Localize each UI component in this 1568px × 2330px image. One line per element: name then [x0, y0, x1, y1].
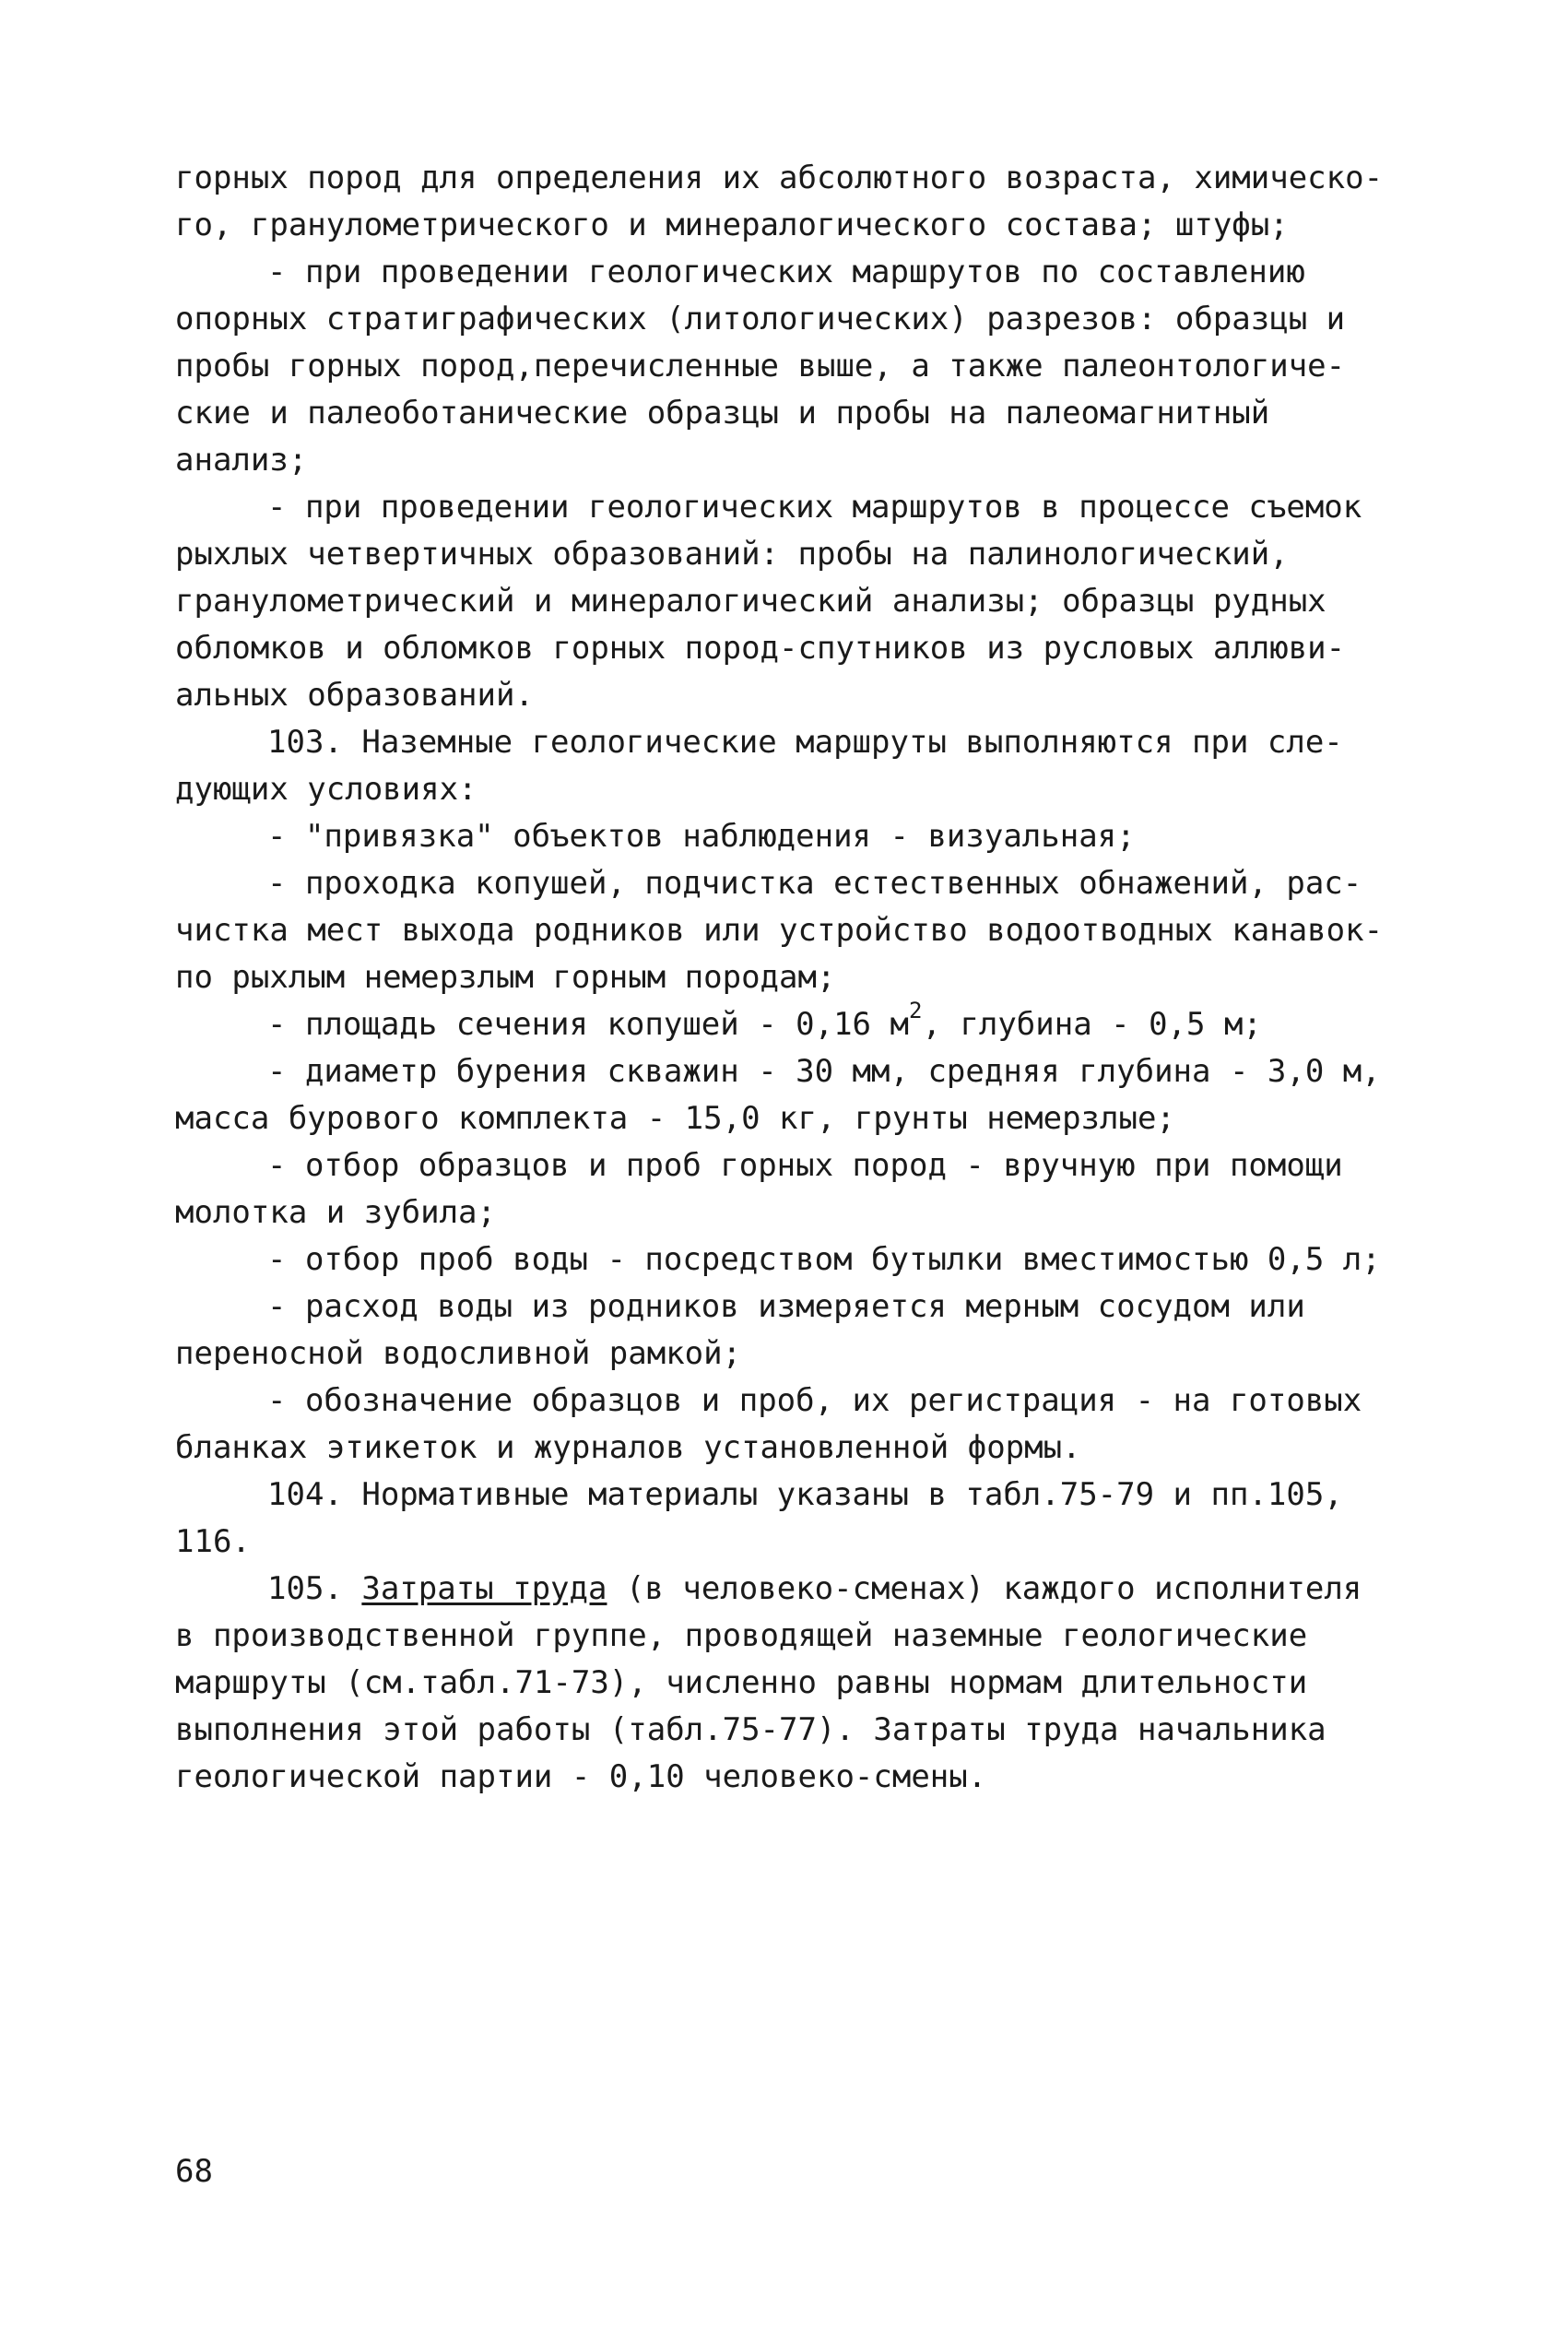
text-line: маршруты (см.табл.71-73), численно равны нормам длительности — [175, 1664, 1308, 1701]
text-line-with-superscript — [175, 998, 1429, 1048]
text-line: го, гранулометрического и минералогического состава; штуфы; — [175, 207, 1289, 243]
text-line: масса бурового комплекта - 15,0 кг, грунты немерзлые; — [175, 1100, 1175, 1137]
text-line: в производственной группе, проводящей наземные геологические — [175, 1617, 1308, 1654]
text-line: геологической партии - 0,10 человеко-смены. — [175, 1758, 987, 1795]
text-line: гранулометрический и минералогический анализы; образцы рудных — [175, 583, 1326, 620]
text-line: горных пород для определения их абсолютного возраста, химическо- — [175, 160, 1384, 196]
text-line: пробы горных пород,перечисленные выше, а также палеонтологиче- — [175, 348, 1346, 384]
text-segment: , глубина - 0,5 м; — [922, 1006, 1262, 1043]
text-line: опорных стратиграфических (литологических) разрезов: образцы и — [175, 301, 1346, 337]
text-line: - отбор образцов и проб горных пород - вручную при помощи — [267, 1147, 1343, 1184]
text-line: - диаметр бурения скважин - 30 мм, средняя глубина - 3,0 м, — [267, 1053, 1381, 1090]
text-line: - обозначение образцов и проб, их регистрация - на готовых — [267, 1382, 1362, 1419]
text-line: бланках этикеток и журналов установленной формы. — [175, 1429, 1081, 1466]
text-segment: 105. — [267, 1570, 362, 1607]
text-line: ские и палеоботанические образцы и пробы на палеомагнитный — [175, 395, 1270, 432]
paragraph-105-start — [175, 1566, 1429, 1613]
text-line: - отбор проб воды - посредством бутылки вместимостью 0,5 л; — [267, 1241, 1381, 1278]
text-line: альных образований. — [175, 677, 534, 714]
text-segment: (в человеко-сменах) каждого исполнителя — [607, 1570, 1362, 1607]
paragraph-104-start: 104. Нормативные материалы указаны в табл.75-79 и пп.105, — [267, 1476, 1343, 1513]
text-line: - проходка копушей, подчистка естественных обнажений, рас- — [267, 865, 1362, 902]
text-line: - "привязка" объектов наблюдения - визуальная; — [267, 818, 1136, 855]
text-line: переносной водосливной рамкой; — [175, 1335, 742, 1372]
text-line: - расход воды из родников измеряется мерным сосудом или — [267, 1288, 1305, 1325]
text-line: обломков и обломков горных пород-спутников из русловых аллюви- — [175, 630, 1346, 667]
text-line: чистка мест выхода родников или устройство водоотводных канавок- — [175, 912, 1384, 949]
underlined-term: Затраты труда — [361, 1570, 607, 1607]
superscript: 2 — [908, 998, 923, 1023]
text-line: выполнения этой работы (табл.75-77). Затраты труда начальника — [175, 1711, 1326, 1748]
text-line: анализ; — [175, 442, 308, 479]
paragraph-103-start: 103. Наземные геологические маршруты выполняются при сле- — [267, 724, 1343, 761]
text-line: 116. — [175, 1523, 251, 1560]
text-line: рыхлых четвертичных образований: пробы на палинологический, — [175, 536, 1289, 573]
text-line: - при проведении геологических маршрутов в процессе съемок — [267, 489, 1362, 526]
text-segment: - площадь сечения копушей - 0,16 м — [267, 1006, 909, 1043]
text-line: - при проведении геологических маршрутов по составлению — [267, 254, 1305, 290]
body-text — [175, 155, 1429, 1801]
text-line: дующих условиях: — [175, 771, 477, 808]
page-number: 68 — [175, 2153, 213, 2190]
text-line: по рыхлым немерзлым горным породам; — [175, 959, 836, 996]
text-line: молотка и зубила; — [175, 1194, 496, 1231]
